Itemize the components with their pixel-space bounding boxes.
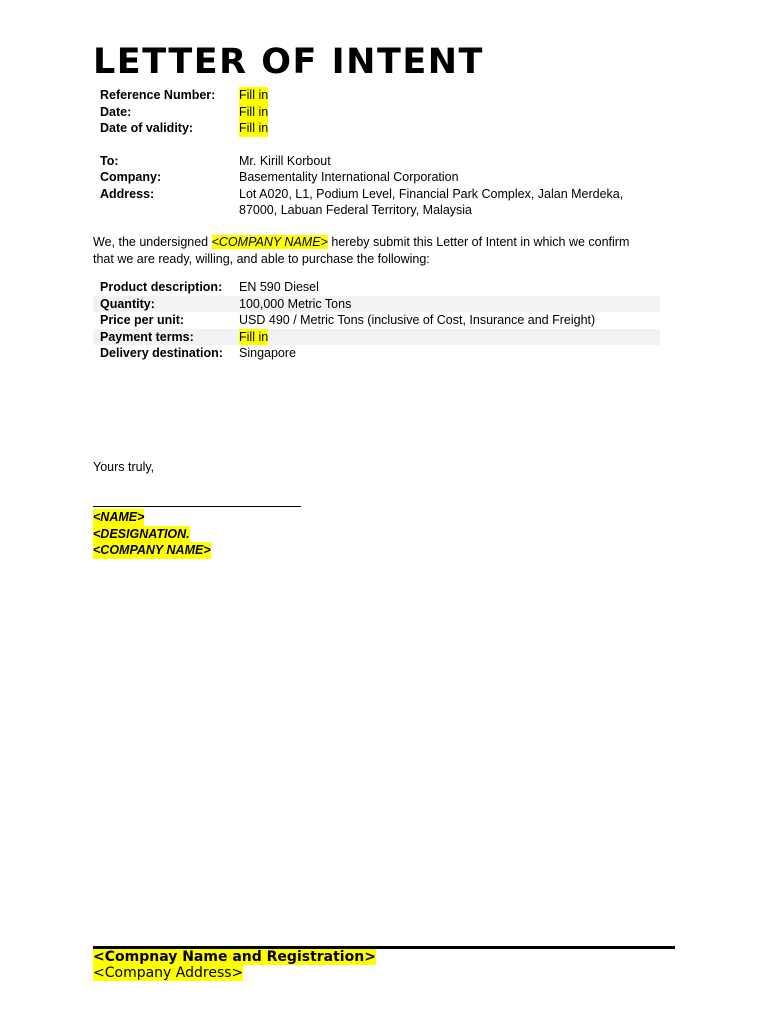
to-row [93,153,660,170]
quantity-value: 100,000 Metric Tons [239,296,352,311]
payment-terms-value[interactable]: Fill in [239,329,269,344]
date-of-validity-value[interactable]: Fill in [239,121,269,135]
closing-text: Yours truly, [93,460,155,474]
field-label: Quantity: [100,296,155,311]
delivery-destination-row [93,345,660,362]
date-value[interactable]: Fill in [239,104,269,119]
intro-text-line2: that we are ready, willing, and able to purchase the following: [93,252,430,266]
address-row-2 [93,202,660,219]
field-label: Date of validity: [100,121,194,135]
reference-number-value[interactable]: Fill in [239,88,269,102]
intro-text: We, the undersigned [93,235,212,249]
field-label: Product description: [100,280,223,294]
signature-line [93,506,301,507]
footer-company-registration[interactable]: <Compnay Name and Registration> [93,949,376,965]
recipient-name: Mr. Kirill Korbout [239,153,331,168]
field-label: To: [100,153,119,168]
company-name-placeholder[interactable]: <COMPANY NAME> [211,235,328,249]
field-label: Delivery destination: [100,346,223,360]
price-per-unit-row [93,312,660,329]
signature-designation[interactable]: <DESIGNATION. [93,526,190,541]
document-title: LETTER OF INTENT [93,42,484,82]
intro-paragraph [93,234,668,268]
field-label: Price per unit: [100,313,185,327]
payment-terms-row [93,329,660,346]
product-description-value: EN 590 Diesel [239,280,319,294]
field-label: Reference Number: [100,88,216,102]
footer-company-address[interactable]: <Company Address> [93,965,244,981]
signature-company[interactable]: <COMPANY NAME> [93,543,211,557]
company-row [93,169,660,186]
field-label: Payment terms: [100,329,194,344]
address-row [93,186,660,203]
price-per-unit-value: USD 490 / Metric Tons (inclusive of Cost, Insurance and Freight) [239,313,596,327]
reference-number-row [93,87,660,104]
quantity-row [93,296,660,313]
signature-name[interactable]: <NAME> [93,510,145,524]
date-of-validity-row [93,120,660,137]
field-label: Address: [100,186,155,201]
date-row [93,104,660,121]
product-description-row [93,279,660,296]
field-label: Company: [100,170,162,184]
delivery-destination-value: Singapore [239,346,296,360]
recipient-address-line1: Lot A020, L1, Podium Level, Financial Park Complex, Jalan Merdeka, [239,186,624,201]
recipient-address-line2: 87000, Labuan Federal Territory, Malaysia [239,203,473,217]
intro-text: hereby submit this Letter of Intent in which we confirm [327,235,630,249]
field-label: Date: [100,104,132,119]
recipient-company: Basementality International Corporation [239,170,459,184]
